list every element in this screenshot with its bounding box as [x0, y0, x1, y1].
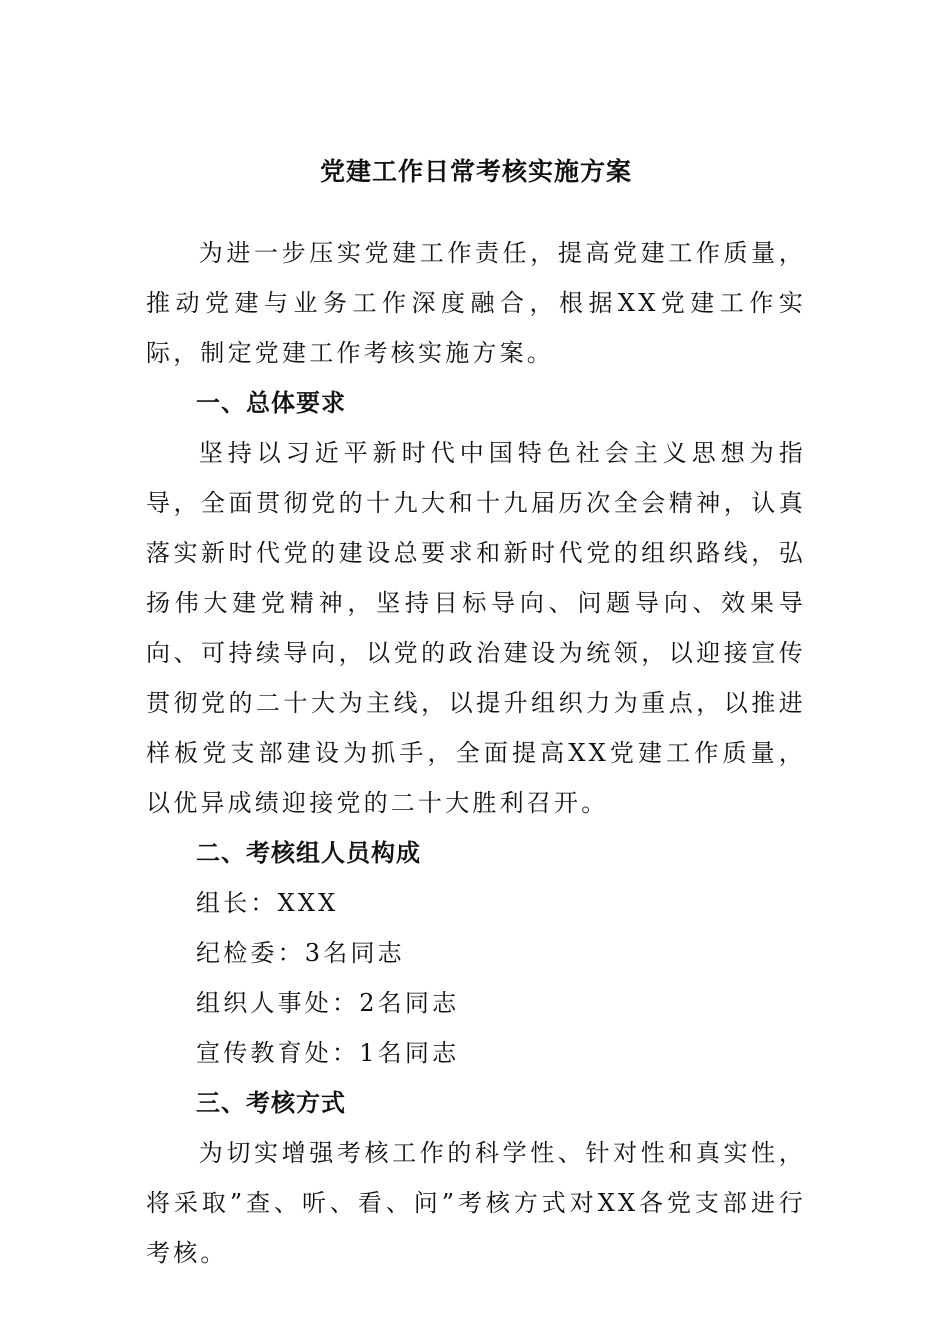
member-discipline: 纪检委：3名同志	[196, 939, 405, 967]
section-3-paragraph: 为切实增强考核工作的科学性、针对性和真实性，将采取”查、听、看、问”考核方式对XX各党支部进行考核。	[146, 1139, 806, 1267]
section-2-heading: 二、考核组人员构成	[196, 839, 421, 867]
member-leader: 组长：XXX	[196, 889, 339, 917]
document-title: 党建工作日常考核实施方案	[319, 157, 632, 186]
section-1-heading: 一、总体要求	[196, 389, 346, 417]
section-3-heading: 三、考核方式	[196, 1089, 346, 1117]
intro-paragraph: 为进一步压实党建工作责任，提高党建工作质量，推动党建与业务工作深度融合，根据XX党建工作实际，制定党建工作考核实施方案。	[146, 239, 806, 367]
section-1-paragraph: 坚持以习近平新时代中国特色社会主义思想为指导，全面贯彻党的十九大和十九届历次全会精神，认真落实新时代党的建设总要求和新时代党的组织路线，弘扬伟大建党精神，坚持目标导向、问题导向、效果导向、可持续导向，以党的政治建设为统领，以迎接宣传贯彻党的二十大为主线，以提升组织力为重点，以推进样板党支部建设为抓手，全面提高XX党建工作质量，以优异成绩迎接党的二十大胜利召开。	[146, 439, 806, 817]
member-personnel: 组织人事处：2名同志	[196, 989, 460, 1017]
document-body	[146, 228, 806, 1278]
member-publicity: 宣传教育处：1名同志	[196, 1039, 460, 1067]
